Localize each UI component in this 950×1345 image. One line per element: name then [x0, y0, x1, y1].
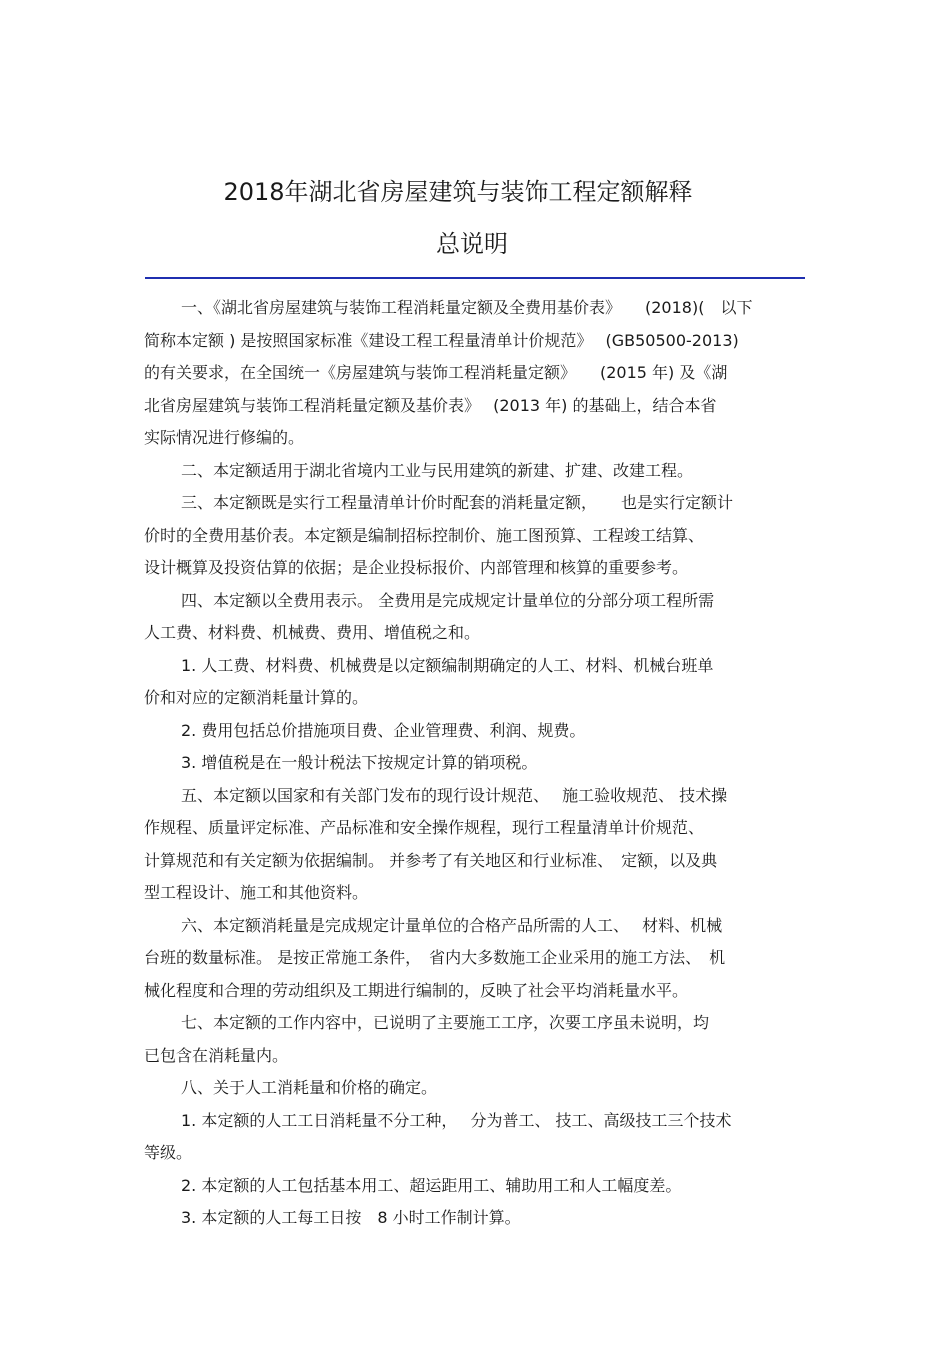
body-line: 械化程度和合理的劳动组织及工期进行编制的，反映了社会平均消耗量水平。: [144, 980, 689, 1000]
body-line: 型工程设计、施工和其他资料。: [144, 883, 369, 902]
body-line: 2. 费用包括总价措施项目费、企业管理费、利润、规费。: [181, 720, 586, 740]
body-line: 价和对应的定额消耗量计算的。: [144, 688, 369, 707]
body-line: 价时的全费用基价表。本定额是编制招标控制价、施工图预算、工程竣工结算、: [144, 525, 705, 545]
document-subtitle: 总说明: [436, 230, 508, 258]
body-line: 台班的数量标准。 是按正常施工条件， 省内大多数施工企业采用的施工方法、 机: [144, 948, 726, 967]
body-line: 1. 人工费、材料费、机械费是以定额编制期确定的人工、材料、机械台班单: [181, 655, 714, 675]
body-line: 实际情况进行修编的。: [144, 428, 305, 447]
body-line: 已包含在消耗量内。: [144, 1045, 289, 1065]
body-line: 简称本定额 ) 是按照国家标准《建设工程工程量清单计价规范》 (GB50500-2013): [144, 330, 739, 350]
body-line: 八、关于人工消耗量和价格的确定。: [181, 1078, 438, 1097]
body-line: 的有关要求，在全国统一《房屋建筑与装饰工程消耗量定额》 (2015 年) 及《湖: [144, 363, 728, 382]
body-line: 作规程、质量评定标准、产品标准和安全操作规程，现行工程量清单计价规范、: [144, 818, 705, 837]
body-line: 2. 本定额的人工包括基本用工、超运距用工、辅助用工和人工幅度差。: [181, 1175, 682, 1195]
body-line: 3. 本定额的人工每工日按 8 小时工作制计算。: [181, 1208, 521, 1227]
body-line: 三、本定额既是实行工程量清单计价时配套的消耗量定额， 也是实行定额计: [181, 493, 734, 512]
body-line: 七、本定额的工作内容中，已说明了主要施工工序，次要工序虽未说明，均: [181, 1013, 710, 1032]
body-line: 人工费、材料费、机械费、费用、增值税之和。: [144, 623, 481, 642]
body-line: 北省房屋建筑与装饰工程消耗量定额及基价表》 (2013 年) 的基础上，结合本省: [144, 395, 717, 415]
document-title: 2018年湖北省房屋建筑与装饰工程定额解释: [223, 178, 693, 206]
body-line: 六、本定额消耗量是完成规定计量单位的合格产品所需的人工、 材料、机械: [181, 915, 723, 935]
body-line: 等级。: [144, 1143, 193, 1162]
body-line: 二、本定额适用于湖北省境内工业与民用建筑的新建、扩建、改建工程。: [181, 460, 694, 480]
body-line: 四、本定额以全费用表示。 全费用是完成规定计量单位的分部分项工程所需: [181, 590, 715, 610]
title-divider: [145, 277, 805, 279]
body-line: 3. 增值税是在一般计税法下按规定计算的销项税。: [181, 753, 538, 772]
body-line: 计算规范和有关定额为依据编制。 并参考了有关地区和行业标准、 定额，以及典: [144, 850, 718, 870]
document-body: [144, 292, 814, 1235]
body-line: 设计概算及投资估算的依据；是企业投标报价、内部管理和核算的重要参考。: [144, 558, 689, 577]
body-line: 五、本定额以国家和有关部门发布的现行设计规范、 施工验收规范、 技术操: [181, 785, 728, 805]
body-line: 1. 本定额的人工工日消耗量不分工种， 分为普工、 技工、高级技工三个技术: [181, 1110, 732, 1130]
body-line: 一、《湖北省房屋建筑与装饰工程消耗量定额及全费用基价表》 (2018)( 以下: [181, 298, 753, 317]
